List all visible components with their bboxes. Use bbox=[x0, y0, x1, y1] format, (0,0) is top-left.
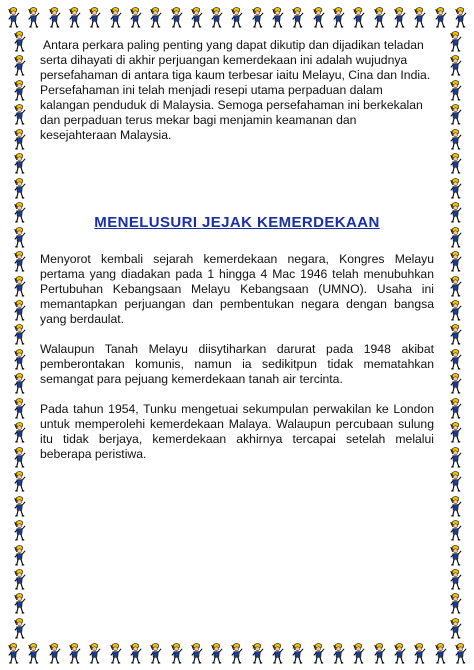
dancing-figure-icon bbox=[189, 6, 204, 29]
dancing-figure-icon bbox=[128, 6, 143, 29]
dancing-figure-icon bbox=[448, 519, 463, 542]
dancing-figure-icon bbox=[311, 6, 326, 29]
dancing-figure-icon bbox=[448, 372, 463, 395]
dancing-figure-icon bbox=[290, 6, 305, 29]
dancing-figure-icon bbox=[448, 250, 463, 273]
dancing-figure-icon bbox=[12, 470, 27, 493]
section-heading: MENELUSURI JEJAK KEMERDEKAAN bbox=[94, 214, 380, 231]
dancing-figure-icon bbox=[433, 6, 448, 29]
dancing-figure-icon bbox=[448, 177, 463, 200]
dancing-figure-icon bbox=[448, 446, 463, 469]
dancing-figure-icon bbox=[448, 397, 463, 420]
dancing-figure-icon bbox=[12, 226, 27, 249]
dancing-figure-icon bbox=[26, 642, 41, 665]
dancing-figure-icon bbox=[12, 103, 27, 126]
dancing-figure-icon bbox=[148, 642, 163, 665]
dancing-figure-icon bbox=[448, 201, 463, 224]
dancing-figure-icon bbox=[67, 6, 82, 29]
dancing-figure-icon bbox=[448, 103, 463, 126]
dancing-figure-icon bbox=[351, 6, 366, 29]
dancing-figure-icon bbox=[12, 519, 27, 542]
dancing-figure-icon bbox=[12, 250, 27, 273]
dancing-figure-icon bbox=[448, 495, 463, 518]
dancing-figure-icon bbox=[67, 642, 82, 665]
dancing-figure-icon bbox=[448, 617, 463, 640]
dancing-figure-icon bbox=[270, 642, 285, 665]
dancing-figure-icon bbox=[453, 642, 468, 665]
dancing-figure-icon bbox=[448, 299, 463, 322]
dancing-figure-icon bbox=[12, 152, 27, 175]
dancing-figure-icon bbox=[12, 397, 27, 420]
dancing-figure-icon bbox=[108, 6, 123, 29]
dancing-figure-icon bbox=[12, 299, 27, 322]
dancing-figure-icon bbox=[87, 642, 102, 665]
dancing-figure-icon bbox=[12, 201, 27, 224]
dancing-figure-icon bbox=[12, 323, 27, 346]
border-bottom bbox=[6, 640, 468, 666]
dancing-figure-icon bbox=[12, 348, 27, 371]
dancing-figure-icon bbox=[47, 6, 62, 29]
intro-paragraph: Antara perkara paling penting yang dapat dikutip dan dijadikan teladan serta dihayati di akhir perjuangan kemerdekaan ini adalah wujudnya persefahaman di antara tiga kaum terbesar iaitu Melayu, Cina dan India. Persefahaman ini telah menjadi resepi utama perpaduan dalam kalangan penduduk di Malaysia. Semoga persefahaman ini berkekalan dan perpaduan terus mekar bagi menjamin keamanan dan kesejahteraan Malaysia. bbox=[40, 38, 431, 142]
dancing-figure-icon bbox=[12, 617, 27, 640]
dancing-figure-icon bbox=[189, 642, 204, 665]
dancing-figure-icon bbox=[448, 421, 463, 444]
document-body bbox=[40, 38, 434, 477]
dancing-figure-icon bbox=[448, 592, 463, 615]
dancing-figure-icon bbox=[209, 642, 224, 665]
dancing-figure-icon bbox=[448, 275, 463, 298]
dancing-figure-icon bbox=[412, 6, 427, 29]
dancing-figure-icon bbox=[12, 495, 27, 518]
dancing-figure-icon bbox=[6, 642, 21, 665]
dancing-figure-icon bbox=[331, 6, 346, 29]
dancing-figure-icon bbox=[108, 642, 123, 665]
dancing-figure-icon bbox=[448, 128, 463, 151]
dancing-figure-icon bbox=[392, 6, 407, 29]
dancing-figure-icon bbox=[412, 642, 427, 665]
dancing-figure-icon bbox=[351, 642, 366, 665]
dancing-figure-icon bbox=[12, 568, 27, 591]
dancing-figure-icon bbox=[12, 30, 27, 53]
dancing-figure-icon bbox=[448, 226, 463, 249]
dancing-figure-icon bbox=[12, 544, 27, 567]
dancing-figure-icon bbox=[169, 642, 184, 665]
dancing-figure-icon bbox=[12, 421, 27, 444]
dancing-figure-icon bbox=[448, 79, 463, 102]
dancing-figure-icon bbox=[229, 642, 244, 665]
dancing-figure-icon bbox=[47, 642, 62, 665]
dancing-figure-icon bbox=[448, 348, 463, 371]
dancing-figure-icon bbox=[448, 54, 463, 77]
dancing-figure-icon bbox=[372, 642, 387, 665]
dancing-figure-icon bbox=[12, 54, 27, 77]
dancing-figure-icon bbox=[448, 568, 463, 591]
dancing-figure-icon bbox=[270, 6, 285, 29]
paragraph-1: Menyorot kembali sejarah kemerdekaan negara, Kongres Melayu pertama yang diadakan pada 1 hingga 4 Mac 1946 telah menubuhkan Pertubuhan Kebangsaan Melayu Kebangsaan (UMNO). Usaha ini memantapkan perjuangan dan pembentukan negara dengan bangsa yang berdaulat. bbox=[40, 252, 434, 326]
dancing-figure-icon bbox=[87, 6, 102, 29]
dancing-figure-icon bbox=[148, 6, 163, 29]
dancing-figure-icon bbox=[12, 592, 27, 615]
dancing-figure-icon bbox=[6, 6, 21, 29]
dancing-figure-icon bbox=[448, 470, 463, 493]
dancing-figure-icon bbox=[448, 323, 463, 346]
dancing-figure-icon bbox=[209, 6, 224, 29]
dancing-figure-icon bbox=[169, 6, 184, 29]
paragraph-2: Walaupun Tanah Melayu diisytiharkan darurat pada 1948 akibat pemberontakan komunis, namun ia sedikitpun tidak mematahkan semangat para pejuang kemerdekaan tanah air tercinta. bbox=[40, 342, 434, 386]
dancing-figure-icon bbox=[12, 372, 27, 395]
dancing-figure-icon bbox=[290, 642, 305, 665]
border-right bbox=[442, 30, 468, 640]
dancing-figure-icon bbox=[12, 79, 27, 102]
dancing-figure-icon bbox=[448, 30, 463, 53]
dancing-figure-icon bbox=[448, 152, 463, 175]
dancing-figure-icon bbox=[250, 642, 265, 665]
dancing-figure-icon bbox=[453, 6, 468, 29]
dancing-figure-icon bbox=[12, 446, 27, 469]
dancing-figure-icon bbox=[12, 128, 27, 151]
paragraph-3: Pada tahun 1954, Tunku mengetuai sekumpulan perwakilan ke London untuk memperolehi kemerdekaan Malaya. Walaupun percubaan sulung itu tidak berjaya, kemerdekaan akhirnya tercapai setelah melalui beberapa peristiwa. bbox=[40, 402, 434, 461]
dancing-figure-icon bbox=[250, 6, 265, 29]
border-top bbox=[6, 4, 468, 30]
dancing-figure-icon bbox=[12, 275, 27, 298]
dancing-figure-icon bbox=[392, 642, 407, 665]
dancing-figure-icon bbox=[448, 544, 463, 567]
border-left bbox=[6, 30, 32, 640]
dancing-figure-icon bbox=[26, 6, 41, 29]
dancing-figure-icon bbox=[331, 642, 346, 665]
dancing-figure-icon bbox=[433, 642, 448, 665]
dancing-figure-icon bbox=[12, 177, 27, 200]
dancing-figure-icon bbox=[372, 6, 387, 29]
dancing-figure-icon bbox=[229, 6, 244, 29]
dancing-figure-icon bbox=[311, 642, 326, 665]
dancing-figure-icon bbox=[128, 642, 143, 665]
